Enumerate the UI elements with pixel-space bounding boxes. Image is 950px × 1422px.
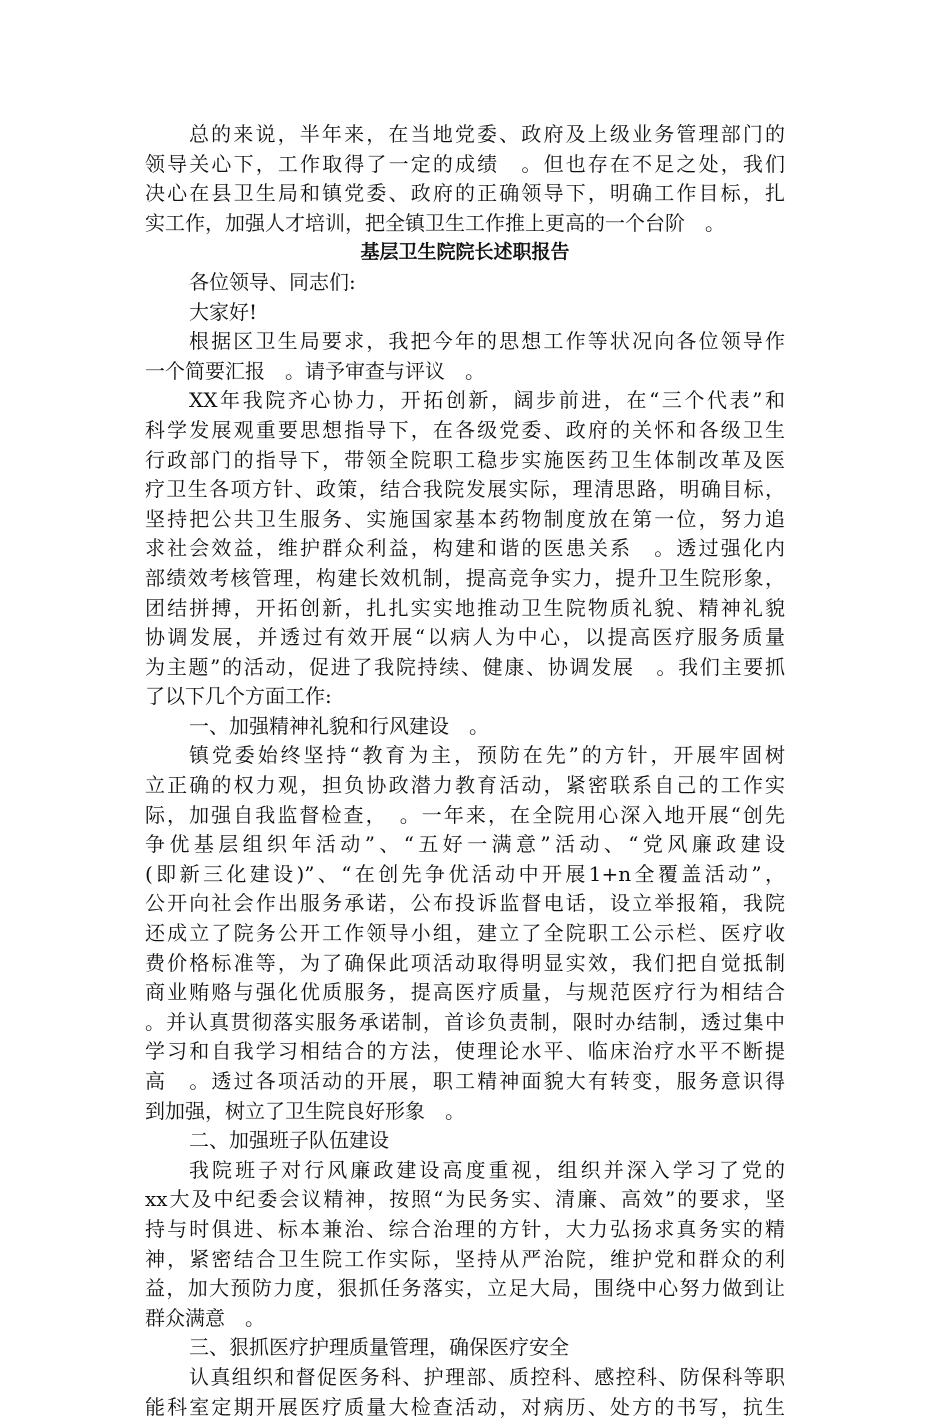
text-line: 为主题”的活动，促进了我院持续、健康、协调发展 。我们主要抓	[145, 654, 785, 679]
section-heading-3: 三、狠抓医疗护理质量管理，确保医疗安全	[189, 1335, 569, 1360]
text-line: 公开向社会作出服务承诺，公布投诉监督电话，设立举报箱，我院	[145, 891, 785, 916]
text-line: 根据区卫生局要求，我把今年的思想工作等状况向各位领导作	[189, 329, 785, 354]
text-line: 神，紧密结合卫生院工作实际，坚持从严治院，维护党和群众的利	[145, 1246, 785, 1271]
text-line: 能科室定期开展医疗质量大检查活动，对病历、处方的书写，抗生	[145, 1394, 785, 1419]
overview-paragraph	[145, 386, 785, 712]
section-3-paragraph	[145, 1363, 785, 1422]
text-line: 团结拼搏，开拓创新，扎扎实实地推动卫生院物质礼貌、精神礼貌	[145, 595, 785, 620]
text-line: 群众满意 。	[145, 1305, 265, 1330]
closing-paragraph	[145, 120, 785, 238]
section-2-paragraph	[145, 1156, 785, 1334]
text-line: 到加强，树立了卫生院良好形象 。	[145, 1098, 465, 1123]
text-line: (即新三化建设)”、“在创先争优活动中开展1+n全覆盖活动”，	[145, 861, 785, 886]
text-line: 益，加大预防力度，狠抓任务落实，立足大局，围绕中心努力做到让	[145, 1276, 785, 1301]
section-heading-1: 一、加强精神礼貌和行风建设 。	[189, 713, 489, 738]
text-line: 坚持把公共卫生服务、实施国家基本药物制度放在第一位，努力追	[145, 506, 785, 531]
text-line: 实工作，加强人才培训，把全镇卫生工作推上更高的一个台阶 。	[145, 210, 725, 235]
text-line: 费价格标准等，为了确保此项活动取得明显实效，我们把自觉抵制	[145, 950, 785, 975]
text-line: 商业贿赂与强化优质服务，提高医疗质量，与规范医疗行为相结合	[145, 980, 785, 1005]
greeting: 大家好!	[189, 299, 258, 324]
text-line: 争优基层组织年活动”、“五好一满意”活动、“党风廉政建设	[145, 832, 785, 857]
section-1-paragraph	[145, 741, 785, 1126]
report-title: 基层卫生院院长述职报告	[360, 241, 570, 264]
text-line: 一个简要汇报 。请予审查与评议 。	[145, 358, 485, 383]
salutation: 各位领导、同志们:	[189, 269, 356, 294]
text-line: 决心在县卫生局和镇党委、政府的正确领导下，明确工作目标，扎	[145, 181, 785, 206]
text-line: XX年我院齐心协力，开拓创新，阔步前进，在“三个代表”和	[189, 388, 785, 413]
text-line: 还成立了院务公开工作领导小组，建立了全院职工公示栏、医疗收	[145, 921, 785, 946]
document-page	[145, 120, 785, 1422]
text-line: 求社会效益，维护群众利益，构建和谐的医患关系 。透过强化内	[145, 536, 785, 561]
text-line: 行政部门的指导下，带领全院职工稳步实施医药卫生体制改革及医	[145, 447, 785, 472]
text-line: 科学发展观重要思想指导下，在各级党委、政府的关怀和各级卫生	[145, 417, 785, 442]
text-line: 立正确的权力观，担负协政潜力教育活动，紧密联系自己的工作实	[145, 773, 785, 798]
text-line: 持与时俱进、标本兼治、综合治理的方针，大力弘扬求真务实的精	[145, 1216, 785, 1241]
text-line: 协调发展，并透过有效开展“以病人为中心，以提高医疗服务质量	[145, 625, 785, 650]
text-line: 我院班子对行风廉政建设高度重视，组织并深入学习了党的	[189, 1157, 785, 1182]
text-line: 领导关心下，工作取得了一定的成绩 。但也存在不足之处，我们	[145, 151, 785, 176]
text-line: 。并认真贯彻落实服务承诺制，首诊负责制，限时办结制，透过集中	[145, 1009, 785, 1034]
text-line: 疗卫生各项方针、政策，结合我院发展实际，理清思路，明确目标，	[145, 477, 785, 502]
text-line: 认真组织和督促医务科、护理部、质控科、感控科、防保科等职	[189, 1364, 785, 1389]
intro-paragraph	[145, 327, 785, 386]
text-line: 学习和自我学习相结合的方法，使理论水平、临床治疗水平不断提	[145, 1039, 785, 1064]
text-line: 际，加强自我监督检查， 。一年来，在全院用心深入地开展“创先	[145, 802, 785, 827]
text-line: 了以下几个方面工作:	[145, 684, 332, 709]
text-line: 高 。透过各项活动的开展，职工精神面貌大有转变，服务意识得	[145, 1069, 785, 1093]
text-line: 总的来说，半年来，在当地党委、政府及上级业务管理部门的	[189, 122, 785, 146]
text-line: 镇党委始终坚持“教育为主，预防在先”的方针，开展牢固树	[189, 743, 785, 768]
text-line: xx大及中纪委会议精神，按照“为民务实、清廉、高效”的要求，坚	[145, 1187, 785, 1212]
section-heading-2: 二、加强班子队伍建设	[189, 1128, 389, 1153]
text-line: 部绩效考核管理，构建长效机制，提高竞争实力，提升卫生院形象，	[145, 565, 785, 590]
